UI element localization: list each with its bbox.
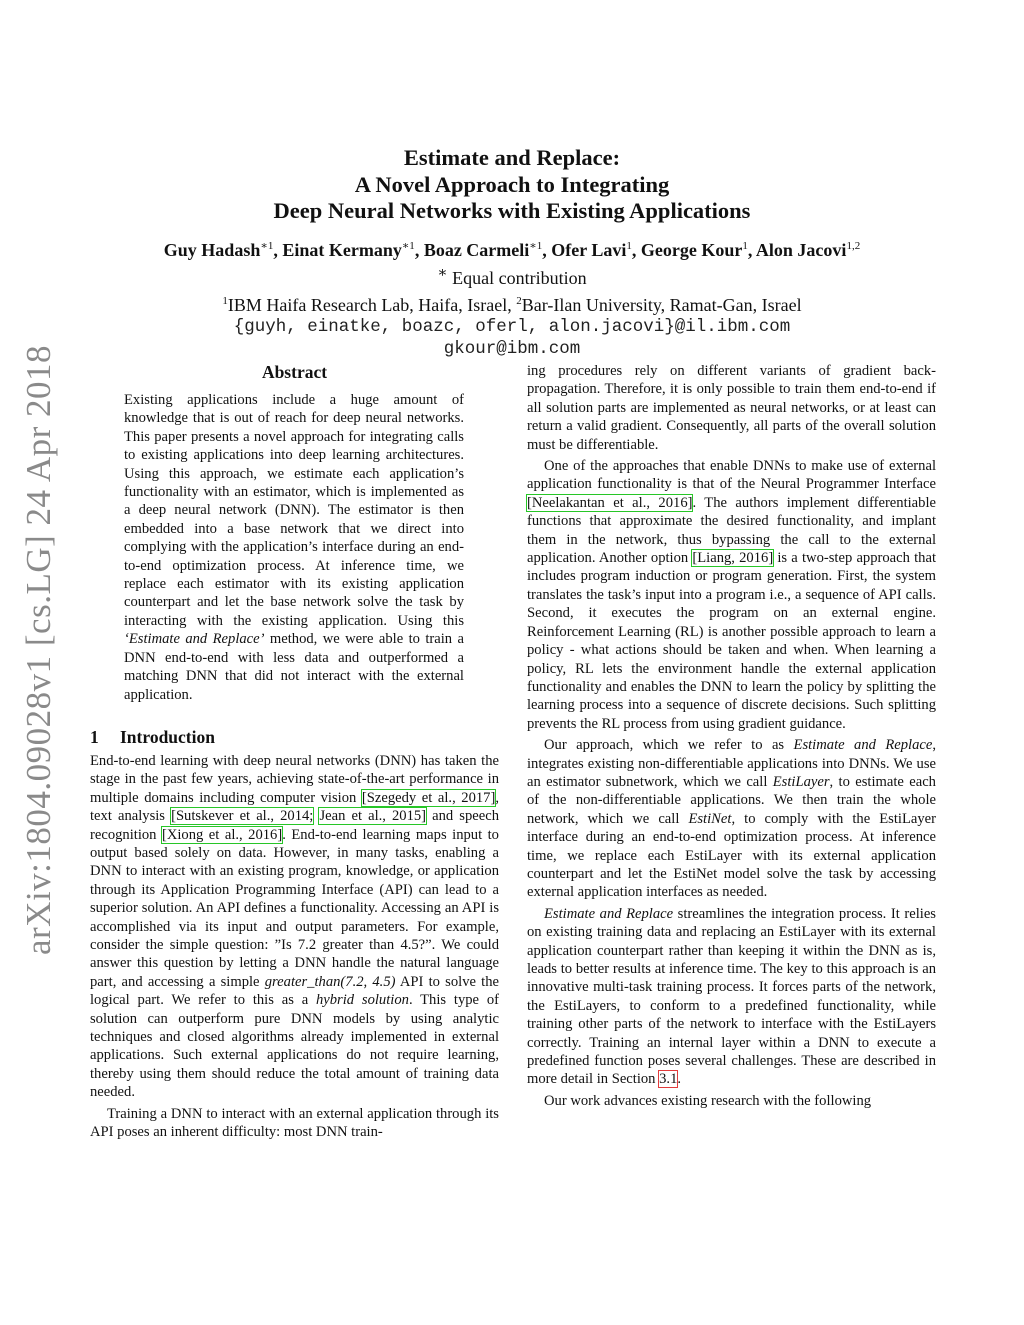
body-paragraph-4: Estimate and Replace streamlines the integration process. It relies on existing training data and replacing an EstiLayer with its external application counterpart rather than keeping it within the DNN as is, leads to better results at inference time. The key to this approach is an innovative multi-task training process. It forces parts of the network, the EstiLayers, to conform to a predefined functionality, while training other parts of the network to interface with the EstiLayers correctly. Training an internal layer within a DNN to execute a predefined function poses several challenges. These are described in more detail in Section 3.1. xyxy=(527,905,936,1088)
section-reference-link[interactable]: 3.1 xyxy=(659,1071,678,1088)
abstract-text: Existing applications include a huge amount of knowledge that is out of reach for deep neural networks. This paper presents a novel approach for integrating calls to existing applications into deep learning architectures. Using this approach, we estimate each application’s functionality with an estimator, which is implemented as a deep neural network (DNN). The estimator is then embedded into a base network that we direct into complying with the application’s interface during an end-to-end optimization process. At inference time, we replace each estimator with its existing application counterpart and let the base network solve the task by interacting with the existing application. Using this ‘Estimate and Replace’ method, we were able to train a DNN end-to-end with less data and outperformed a matching DNN that did not interact with the external application. xyxy=(124,392,464,703)
author-name: Alon Jacovi xyxy=(755,239,847,260)
author-sup: ∗1 xyxy=(401,239,415,252)
title-line-3: Deep Neural Networks with Existing Applications xyxy=(273,198,751,223)
citation-link[interactable]: [Neelakantan et al., 2016] xyxy=(527,494,693,511)
author-sup: 1 xyxy=(626,239,632,252)
arxiv-identifier: arXiv:1804.09028v1 [cs.LG] 24 Apr 2018 xyxy=(19,344,59,956)
citation-link[interactable]: [Liang, 2016] xyxy=(692,550,774,567)
author-name: Einat Kermany xyxy=(282,239,402,260)
author-name: Ofer Lavi xyxy=(551,239,627,260)
citation-link[interactable]: Jean et al., 2015] xyxy=(319,808,427,825)
paper-header xyxy=(90,145,934,360)
inline-math: greater_than(7.2, 4.5) xyxy=(264,973,396,990)
email-line-1: {guyh, einatke, boazc, oferl, alon.jacovi}@il.ibm.com xyxy=(233,316,791,337)
author-name: George Kour xyxy=(640,239,743,260)
email-line-2: gkour@ibm.com xyxy=(443,338,581,359)
intro-paragraph-1: End-to-end learning with deep neural networks (DNN) has taken the stage in the past few years, achieving state-of-the-art performance in multiple domains including computer vision [Szegedy et al., 2017], text analysis [Sutskever et al., 2014; Jean et al., 2015] and speech recognition [Xiong et al., 2016]. End-to-end learning maps input to output based solely on data. However, in many tasks, enabling a DNN to interact with an existing program, knowledge, or application through its Application Programming Interface (API) can lead to a superior solution. An API defines a functionality. Accessing an API is accomplished via its input and output parameters. For example, consider the simple question: ”Is 7.2 greater than 4.5?”. We could answer this question by letting a DNN handle the natural language part, and accessing a simple greater_than(7.2, 4.5) API to solve the logical part. We refer to this as a hybrid solution. This type of solution can outperform pure DNN models by using analytic techniques and closed algorithms already implemented in external applications. Such external applications do not require learning, thereby using them should reduce the total amount of training data needed. xyxy=(90,752,499,1101)
affiliations: $^1$IBM Haifa Research Lab, Haifa, Israel, $^2$Bar-Ilan University, Ramat-Gan, Israel xyxy=(222,294,802,315)
intro-paragraph-2: Training a DNN to interact with an external application through its API poses an inherent difficulty: most DNN train- xyxy=(90,1105,499,1141)
body-paragraph-1: ing procedures rely on different variants of gradient back-propagation. Therefore, it is only possible to train them end-to-end if all solution parts are implemented as neural networks, or at least can return a valid gradient. Consequently, all parts of the overall solution must be differentiable. xyxy=(527,363,936,453)
author-sup: 1 xyxy=(742,239,748,252)
body-paragraph-5: Our work advances existing research with the following xyxy=(544,1092,872,1109)
author-sup: 1,2 xyxy=(846,239,861,252)
author-list: Guy Hadash$^{∗1}$, Einat Kermany$^{∗1}$, Boaz Carmeli$^{∗1}$, Ofer Lavi$^1$, George Kour$^1$, Alon Jacovi$^{1,2}$ xyxy=(163,239,861,260)
citation-link[interactable]: [Xiong et al., 2016] xyxy=(161,826,283,843)
arxiv-sidebar xyxy=(2,250,76,1050)
citation-link[interactable]: [Szegedy et al., 2017] xyxy=(361,789,496,806)
citation-link[interactable]: [Sutskever et al., 2014; xyxy=(171,808,314,825)
title-line-2: A Novel Approach to Integrating xyxy=(354,171,670,197)
abstract-heading: Abstract xyxy=(261,362,328,382)
title-line-1: Estimate and Replace: xyxy=(403,145,621,170)
left-column xyxy=(90,362,499,1141)
author-name: Guy Hadash xyxy=(163,239,261,260)
author-sup: ∗1 xyxy=(260,239,274,252)
paper-title xyxy=(90,145,934,225)
body-paragraph-3: Our approach, which we refer to as Estimate and Replace, integrates existing non-differentiable applications into DNNs. We use an estimator subnetwork, which we call EstiLayer, to estimate each of the non-differentiable applications. We then train the whole network, which we call EstiNet, to comply with the EstiLayer interface during an end-to-end optimization process. At inference time, we replace each EstiLayer with its external application counterpart and let the EstiNet model solve the task by accessing external application interfaces as needed. xyxy=(527,737,936,901)
section-heading-introduction: 1 Introduction xyxy=(90,726,215,747)
body-paragraph-2: One of the approaches that enable DNNs to make use of external application functionality is that of the Neural Programmer Interface [Neelakantan et al., 2016]. The authors implement differentiable functions that approximate the desired functionality, and implant them in the network, thus bypassing the call to the external application. Another option [Liang, 2016] is a two-step approach that includes program induction or program generation. First, the system translates the task’s input into a program i.e., a sequence of API calls. Second, it executes the program on an external engine. Reinforcement Learning (RL) is another possible approach to learn a policy - what actions should be taken and when. When learning a policy, RL lets the environment handle the external application functionality and enables the DNN to learn the policy by splitting the learning process into a sequence of discrete decisions. Such splitting prevents the RL process from using gradient guidance. xyxy=(527,458,936,732)
author-sup: ∗1 xyxy=(529,239,543,252)
right-column xyxy=(527,362,936,1110)
equal-contribution-note: ∗ Equal contribution xyxy=(437,264,587,288)
author-name: Boaz Carmeli xyxy=(423,239,530,260)
